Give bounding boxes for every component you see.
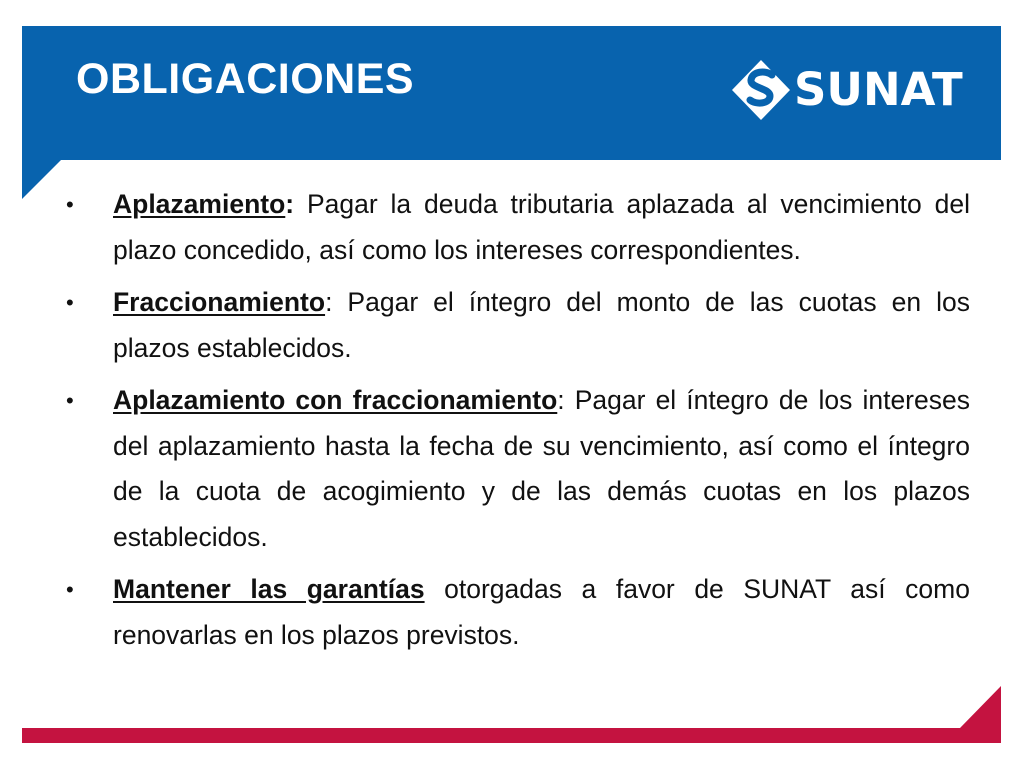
bullet-term: Fraccionamiento (113, 287, 326, 317)
footer-corner-decoration (960, 686, 1001, 728)
bullet-text: Pagar el íntegro de los intereses del aplazamiento hasta la fecha de su vencimiento, así como el íntegro de la cuota de acogimiento y de las demás cuotas en los plazos establecidos. (113, 385, 970, 552)
bullet-item-aplazamiento (66, 182, 970, 273)
bullet-term: Mantener las garantías (113, 574, 425, 604)
bullet-item-mantener-garantias (66, 567, 970, 658)
bullet-term: Aplazamiento con fraccionamiento (113, 385, 558, 415)
bullet-text: Pagar el íntegro del monto de las cuotas en los plazos establecidos. (113, 287, 970, 363)
bullet-dot-icon: • (66, 388, 74, 413)
slide-title: OBLIGACIONES (76, 55, 415, 103)
bullet-text: Pagar la deuda tributaria aplazada al vencimiento del plazo concedido, así como los intereses correspondientes. (113, 189, 970, 265)
bullet-item-fraccionamiento (66, 280, 970, 371)
footer-bar (22, 728, 1001, 743)
bullet-dot-icon: • (66, 577, 74, 602)
bullet-dot-icon: • (66, 290, 74, 315)
sunat-logo-icon (730, 58, 792, 122)
bullet-item-aplazamiento-con-fraccionamiento (66, 378, 970, 560)
bullet-dot-icon: • (66, 192, 74, 217)
header-notch-decoration (22, 159, 62, 199)
bullet-separator: : (557, 385, 565, 415)
bullet-term: Aplazamiento (113, 189, 286, 219)
bullet-separator: : (285, 189, 295, 219)
sunat-logo (730, 58, 975, 122)
logo-text: SUNAT (794, 63, 963, 116)
bullet-list (66, 182, 970, 665)
bullet-separator: : (325, 287, 333, 317)
bullet-text: otorgadas a favor de SUNAT así como renovarlas en los plazos previstos. (113, 574, 970, 650)
